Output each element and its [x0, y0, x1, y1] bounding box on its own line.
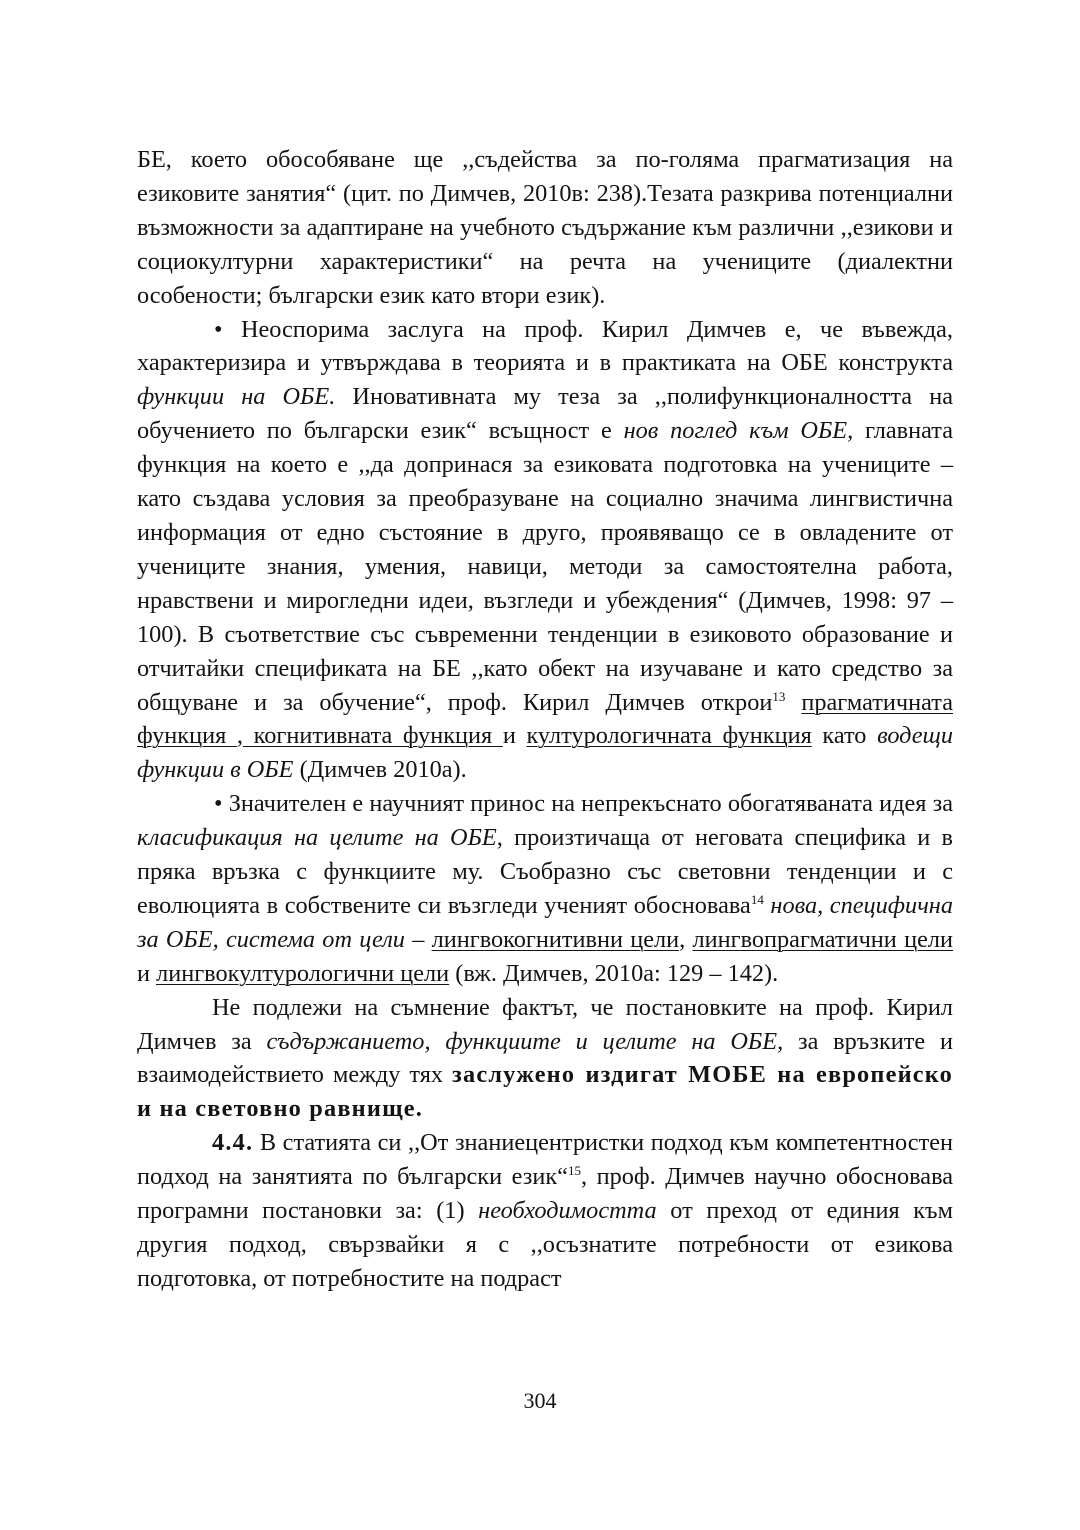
text: (Димчев 2010а). [293, 756, 467, 784]
underlined-term: културологичната функция [526, 722, 812, 750]
page-number: 304 [523, 1388, 557, 1413]
text: за връзките и взаимодействието между тях [137, 1027, 953, 1089]
body-text [137, 143, 953, 1296]
text: , произтичаща от неговата специфика и в пряка връзка с функциите му. Съобразно със световни тенденции и с еволюцията в собствените си възгледи ученият обосновава [137, 824, 953, 919]
text: , [236, 722, 243, 750]
text: БЕ, което обособяване ще ,,съдейства за по-голяма прагматизация на езиковите занятия“ (цит. по Димчев, 2010в: 238).Тезата разкрива потенциални възможности за адаптиране на учебното съдържание към различни ,,езикови и социокултурни характеристики“ на речта на учениците (диалектни особености; български език като втори език). [137, 146, 953, 309]
section-number: 4.4. [212, 1129, 254, 1157]
text: В статията си ,,От знаниецентристки подход към компетентностен подход на занятията по български език“ [137, 1129, 953, 1191]
underlined-term: лингвокогнитивни цели [431, 925, 680, 953]
underlined-term: лингвокултурологични цели [156, 959, 450, 987]
italic-term: нова, специфична за ОБЕ, система от цели [137, 891, 954, 953]
text: • Неоспорима заслуга на проф. Кирил Димчев е, че въвежда, характеризира и утвърждава в теорията и в практиката на ОБЕ конструкта [137, 315, 953, 377]
text: – [404, 925, 432, 953]
paragraph-3-bullet [137, 787, 953, 990]
bold-statement: заслужено издигат МОБЕ на европейско и на световно равнище. [137, 1061, 953, 1123]
text: , проф. Димчев научно обосновава програмни постановки за: (1) [137, 1163, 954, 1225]
italic-term: нов поглед към ОБЕ, [623, 417, 854, 445]
underlined-term: прагматичната функция [137, 688, 953, 750]
text: Иновативната му теза за ,,полифункционалността на обучението по български език“ всъщност е [137, 383, 953, 445]
text: като [811, 722, 878, 750]
italic-term: съдържанието, функциите и целите на ОБЕ, [266, 1027, 784, 1055]
paragraph-1 [137, 143, 953, 313]
italic-term: класификация на целите на ОБЕ [137, 824, 497, 852]
footnote-ref: 15 [567, 1163, 581, 1179]
text: , [679, 925, 693, 953]
paragraph-5-section-4-4 [137, 1126, 953, 1296]
footnote-ref: 14 [750, 891, 764, 907]
paragraph-2-bullet [137, 313, 953, 788]
text: (вж. Димчев, 2010а: 129 – 142). [449, 959, 779, 987]
text: • Значителен е научният принос на непрекъснато обогатяваната идея за [214, 790, 953, 818]
text: и [502, 722, 527, 750]
text: от преход от единия към другия подход, свързвайки я с ,,осъзнатите потребности от езикова подготовка, от потребностите на подраст [137, 1197, 953, 1292]
italic-term: водещи функции в ОБЕ [137, 722, 954, 784]
underlined-term: когнитивната функция [243, 722, 503, 750]
text: и [137, 959, 157, 987]
text: Не подлежи на съмнение фактът, че постановките на проф. Кирил Димчев за [137, 993, 953, 1055]
underlined-term: лингвопрагматични цели [692, 925, 953, 953]
text: главната функция на което е ,,да допринася за езиковата подготовка на учениците – като създава условия за преобразуване на социално значима лингвистична информация от едно състояние в друго, проявяващо се в овладените от учениците знания, умения, навици, методи за самостоятелна работа, нравствени и мирогледни идеи, възгледи и убеждения“ (Димчев, 1998: 97 – 100). В съответствие със съвременни тенденции в езиковото образование и отчитайки спецификата на БЕ ,,като обект на изучаване и като средство за общуване и за обучение“, проф. Кирил Димчев открои [137, 417, 954, 716]
footnote-ref: 13 [772, 688, 786, 704]
italic-term: функции на ОБЕ. [137, 383, 336, 411]
text [785, 689, 801, 716]
italic-term: необходимостта [478, 1197, 657, 1225]
paragraph-4 [137, 991, 953, 1127]
